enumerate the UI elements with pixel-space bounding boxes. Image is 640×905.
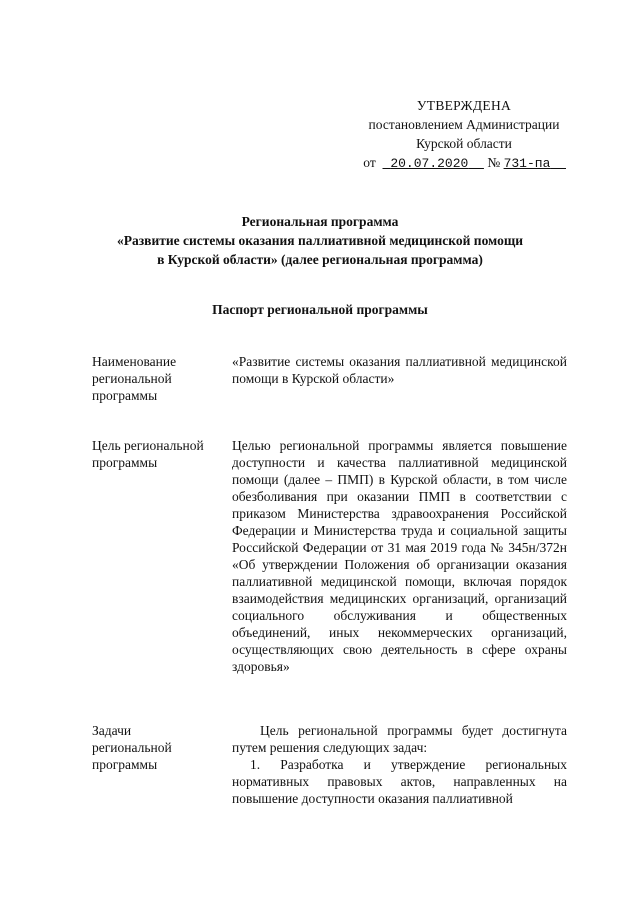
program-title-line-1: Региональная программа [241, 214, 399, 229]
row-label: Цель региональной программы [92, 438, 204, 470]
program-title [60, 212, 580, 269]
tasks-item-1: 1. Разработка и утверждение региональных нормативных правовых актов, направленных на повышение доступности оказания паллиативной [232, 757, 567, 806]
approval-number: 731-па [503, 156, 551, 171]
approval-date: 20.07.2020 [390, 156, 469, 171]
tasks-intro: Цель региональной программы будет достигнута путем решения следующих задач: [232, 723, 567, 755]
approval-stamp [354, 96, 574, 173]
row-label: Задачи региональной программы [92, 723, 172, 772]
approval-line-2: Курской области [416, 136, 512, 151]
date-prefix: от [363, 155, 376, 170]
approval-heading: УТВЕРЖДЕНА [416, 98, 512, 113]
program-title-line-3: в Курской области» (далее региональная программа) [157, 252, 483, 267]
approval-line-1: постановлением Администрации [368, 117, 560, 132]
program-title-line-2: «Развитие системы оказания паллиативной медицинской помощи [116, 233, 523, 248]
number-sign: № [487, 155, 501, 170]
row-value: Целью региональной программы является повышение доступности и качества паллиативной медицинской помощи (далее – ПМП) в Курской области, в том числе обезболивания при оказании ПМП в соответствии с приказом Министерства здравоохранения Российской Федерации и Министерства труда и социальной защиты Российской Федерации от 31 мая 2019 года № 345н/372н «Об утверждении Положения об организации оказания паллиативной медицинской помощи, включая порядок взаимодействия медицинских организаций, организаций социального обслуживания и общественных объединений, иных некоммерческих организаций, осуществляющих свою деятельность в сфере охраны здоровья» [232, 438, 567, 674]
approval-date-line [354, 153, 574, 173]
row-label: Наименование региональной программы [92, 354, 177, 403]
passport-title: Паспорт региональной программы [212, 302, 428, 317]
row-value [232, 722, 567, 807]
row-value: «Развитие системы оказания паллиативной медицинской помощи в Курской области» [232, 354, 567, 386]
